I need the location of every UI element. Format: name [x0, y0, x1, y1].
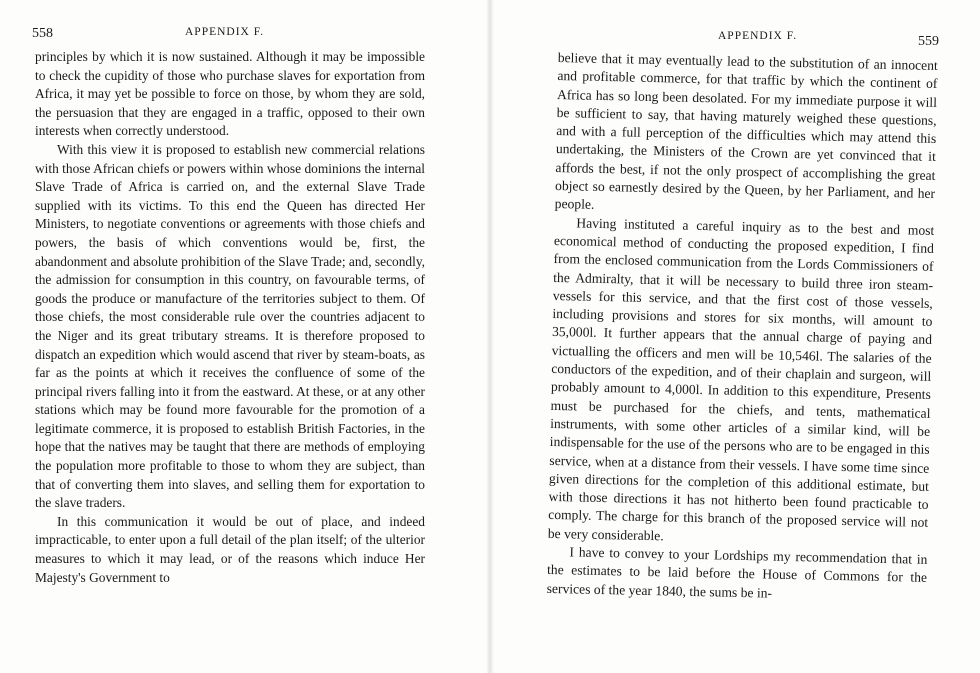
paragraph: I have to convey to your Lordships my recommendation that in the estimates to be laid before the House of Commons for the services of the year 1840, the sums be in-	[546, 544, 928, 601]
page-body	[547, 49, 938, 606]
paragraph: Having instituted a careful inquiry as to the best and most economical method of conducting the proposed expedition, I find from the enclosed communication from the Lords Commissioners of the Admiralty, that it will be necessary to build three iron steam-vessels for this service, and that the first cost of those vessels, including provisions and stores for six months, will amount to 35,000l. It further appears that the annual charge of paying and victualling the officers and men will be 10,546l. The salaries of the conductors of the expedition, and of their chaplain and surgeon, will probably amount to 4,000l. In addition to this expenditure, Presents must be purchased for the chiefs, and tents, mathematical instruments, with some other articles of a similar kind, will be indispensable for the use of the persons who are to be engaged in this service, when at a distance from their vessels. I have some time since given directions for the completion of this additional estimate, but with those directions it has not hitherto been found practicable to comply. The charge for this branch of the proposed service will not be very considerable.	[547, 215, 935, 544]
paragraph: With this view it is proposed to establish new commercial relations with those African chiefs or powers within whose dominions the internal Slave Trade of Africa is carried on, and the external Slave Trade supplied with its victims. To this end the Queen has directed Her Ministers, to negotiate conventions or agreements with those chiefs and powers, the basis of which conventions would be, first, the abandonment and absolute prohibition of the Slave Trade; and, secondly, the admission for consumption in this country, on favourable terms, of goods the produce or manufacture of the territories subject to them. Of those chiefs, the most considerable rule over the countries adjacent to the Niger and its great tributary streams. It is therefore proposed to dispatch an expedition which would ascend that river by steam-boats, as far as the points at which it receives the confluence of some of the principal rivers falling into it from the eastward. At these, or at any other stations which may be found more favourable for the promotion of a legitimate commerce, it is proposed to establish British Factories, in the hope that the natives may be taught that there are methods of employing the population more profitable to those to whom they are subject, than that of converting them into slaves, and selling them for exportation to the slave traders.	[35, 141, 425, 511]
page-body	[35, 48, 425, 587]
page-number: 558	[32, 26, 53, 41]
page-number: 559	[918, 34, 939, 49]
paragraph: believe that it may eventually lead to the substitution of an innocent and profitable commerce, for that traffic by which the continent of Africa has so long been desolated. For my immediate purpose it will be sufficient to say, that having maturely weighed these questions, and with a full perception of the difficulties which may attend this undertaking, the Ministers of the Crown are yet convinced that it affords the best, if not the only prospect of accomplishing the great object so earnestly desired by the Queen, by her Parliament, and her people.	[554, 49, 938, 213]
running-head: APPENDIX F.	[185, 26, 265, 38]
paragraph: In this communication it would be out of place, and indeed impracticable, to enter upon a full detail of the plan itself; of the ulterior measures to which it may lead, or of the reasons which induce Her Majesty's Government to	[35, 513, 425, 585]
running-head: APPENDIX F.	[718, 30, 798, 42]
paragraph: principles by which it is now sustained. Although it may be impossible to check the cupidity of those who purchase slaves for exportation from Africa, it may yet be possible to force on those, by whom they are sold, the persuasion that they are engaged in a traffic, opposed to their own interests when correctly understood.	[35, 49, 425, 139]
right-page	[490, 0, 980, 673]
